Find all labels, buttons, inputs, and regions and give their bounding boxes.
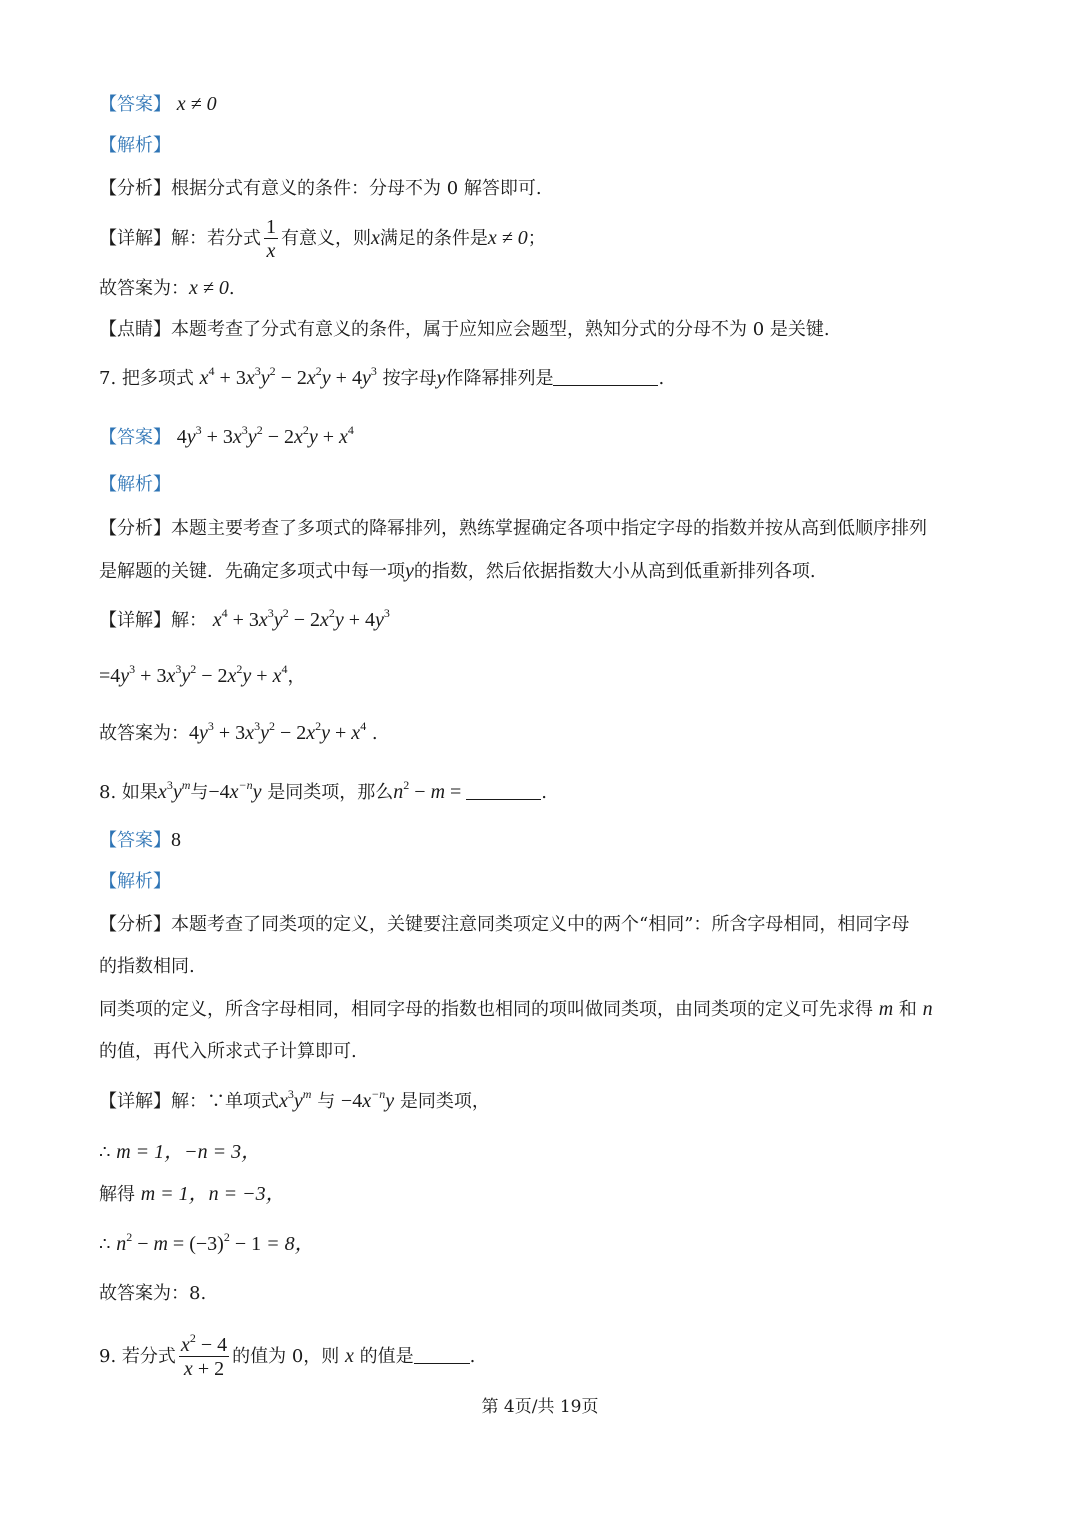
- q7-stem-b: 按字母: [382, 368, 437, 389]
- q8-xj-term-1: $x^3y^m$: [279, 1087, 312, 1112]
- q7-xiangjie-poly: $x^4 + 3x^3y^2 - 2x^2y + 4y^3$: [212, 606, 390, 631]
- q8-fenxi-2: 的指数相同.: [99, 956, 195, 977]
- q7-fenxi-1: [99, 516, 927, 542]
- q8-number: 8.: [99, 782, 117, 803]
- dianjing-tag: 【点睛】: [99, 319, 171, 340]
- q7-step: [99, 663, 305, 690]
- q6-dianjing-text: 本题考查了分式有意义的条件，属于应知应会题型，熟知分式的分母不为 0 是关键.: [171, 319, 830, 340]
- q7-gudaan: [99, 720, 378, 747]
- q8-xiangjie-b: 与: [317, 1091, 336, 1112]
- q7-xiangjie-text: 解：: [171, 610, 207, 631]
- q9-stem-a: 若分式: [121, 1346, 176, 1367]
- q8-blank: [466, 781, 541, 800]
- q8-step2-text: m = 1，n = −3，: [140, 1183, 286, 1205]
- q8-step2: [99, 1181, 286, 1208]
- q8-stem: 8. 如果$x^3y^m$与$-4x^{-n}y$ 是同类项，那么$n^2 - m$ = .: [99, 778, 548, 803]
- q6-fenxi-text: 根据分式有意义的条件：分母不为 0 解答即可.: [171, 178, 542, 199]
- q7-end-period: .: [371, 723, 378, 744]
- q8-analysis-tag: 【解析】: [99, 871, 171, 892]
- fenxi-tag: 【分析】: [99, 914, 171, 935]
- q7-stem-var: y: [436, 367, 446, 389]
- q8-fenxi-m: m: [878, 998, 894, 1020]
- q8-expr: $n^2 - m$ =: [393, 778, 467, 803]
- q8-fenxi-3: [99, 996, 933, 1023]
- q8-step1: [99, 1139, 261, 1166]
- q9-stem: [99, 1330, 475, 1383]
- q8-xiangjie-c: 是同类项，: [399, 1091, 490, 1112]
- q8-xiangjie-a: 解：∵单项式: [171, 1091, 279, 1112]
- q9-stem-b: 的值为 0，则: [232, 1346, 340, 1367]
- q7-answer-line: [99, 424, 354, 451]
- q7-period: .: [658, 368, 665, 389]
- q8-step3-expr: $n^2 - m = (-3)^2 - 1$: [116, 1230, 267, 1255]
- q8-term-1: $x^3y^m$: [157, 778, 191, 803]
- q7-fenxi-2b: 的指数，然后依据指数大小从高到低重新排列各项.: [413, 561, 816, 582]
- q7-polynomial: $x^4 + 3x^3y^2 - 2x^2y + 4y^3$: [199, 364, 377, 389]
- q9-frac-den: x + 2: [179, 1356, 229, 1381]
- q8-answer-line: [99, 827, 181, 854]
- xiangjie-tag: 【详解】: [99, 228, 171, 249]
- q8-xj-term-2: $-4x^{-n}y$: [340, 1087, 395, 1112]
- q7-step-poly: $4y^3 + 3x^3y^2 - 2x^2y + x^4$: [110, 662, 288, 687]
- q8-fenxi-text-3: 同类项的定义，所含字母相同，相同字母的指数也相同的项叫做同类项，由同类项的定义可先求得: [99, 999, 873, 1020]
- q8-fenxi-he: 和: [898, 999, 917, 1020]
- q7-gudaan-poly: $4y^3 + 3x^3y^2 - 2x^2y + x^4$: [189, 719, 367, 744]
- q8-stem-c: 是同类项，那么: [267, 782, 394, 803]
- q9-stem-c: 的值是: [359, 1346, 414, 1367]
- q9-frac-num: $x^2 - 4$: [180, 1330, 228, 1356]
- q8-answer: 8: [171, 829, 181, 851]
- xiangjie-tag: 【详解】: [99, 1091, 171, 1112]
- q7-blank: [553, 367, 658, 386]
- q7-fenxi-var: y: [405, 560, 414, 582]
- q6-frac-den: x: [264, 238, 278, 263]
- q6-xiangjie-b: 有意义，则: [281, 228, 371, 249]
- q9-period: .: [469, 1346, 476, 1367]
- q7-comma: ，: [287, 666, 306, 687]
- q9-fraction: [179, 1330, 229, 1381]
- q8-step3: [99, 1231, 315, 1258]
- fenxi-tag: 【分析】: [99, 518, 171, 539]
- q7-stem: [99, 365, 664, 392]
- q6-fraction: [264, 216, 278, 263]
- fenxi-tag: 【分析】: [99, 178, 171, 199]
- q8-stem-b: 与: [190, 782, 209, 803]
- q8-gudaan-value: 8.: [189, 1283, 207, 1304]
- xiangjie-tag: 【详解】: [99, 610, 171, 631]
- q6-analysis-tag: 【解析】: [99, 135, 171, 156]
- q8-step1-text: m = 1，−n = 3，: [116, 1141, 262, 1163]
- q7-stem-c: 作降幂排列是: [445, 368, 554, 389]
- q6-frac-num: 1: [266, 215, 276, 238]
- q6-dianjing: [99, 317, 830, 343]
- q8-fenxi-1: [99, 912, 909, 938]
- q6-xiangjie-c: 满足的条件是: [379, 228, 488, 249]
- q8-fenxi-4: 的值，再代入所求式子计算即可.: [99, 1041, 357, 1062]
- q6-answer: x ≠ 0: [176, 93, 217, 115]
- q8-jiede: 解得: [99, 1184, 135, 1205]
- q6-xiangjie-a: 解：若分式: [171, 228, 261, 249]
- q6-cond: x ≠ 0: [487, 227, 528, 249]
- q9-blank: [414, 1345, 470, 1364]
- q6-gudaan: 故答案为：x ≠ 0.: [99, 277, 235, 299]
- q8-term-2: $-4x^{-n}y$: [208, 778, 262, 803]
- q6-fenxi: [99, 176, 542, 202]
- q9-number: 9.: [99, 1346, 117, 1367]
- q6-var: x: [371, 227, 380, 249]
- answer-tag: 【答案】: [99, 427, 171, 448]
- gudaan-label: 故答案为：: [99, 1283, 189, 1304]
- q7-fenxi-text-1: 本题主要考查了多项式的降幂排列，熟练掌握确定各项中指定字母的指数并按从高到低顺序排列: [171, 518, 927, 539]
- q7-stem-a: 把多项式: [121, 368, 194, 389]
- therefore-symbol: ∴: [99, 1234, 111, 1255]
- q8-xiangjie: [99, 1088, 490, 1115]
- q8-fenxi-text-1: 本题考查了同类项的定义，关键要注意同类项定义中的两个“相同”：所含字母相同，相同字母: [171, 914, 910, 935]
- q7-analysis-tag: 【解析】: [99, 474, 171, 495]
- q6-answer-line: [99, 91, 217, 118]
- q7-number: 7.: [99, 368, 117, 389]
- q8-fenxi-n: n: [922, 998, 933, 1020]
- q7-xiangjie: [99, 607, 390, 634]
- gudaan-label: 故答案为：: [99, 723, 189, 744]
- q7-fenxi-2a: 是解题的关键．先确定多项式中每一项: [99, 561, 405, 582]
- q6-xiangjie-end: ；: [527, 228, 546, 249]
- answer-tag: 【答案】: [99, 94, 171, 115]
- q7-eq-sign: =: [99, 665, 111, 687]
- q6-xiangjie: [99, 214, 546, 263]
- q6-gudaan-math: x ≠ 0: [189, 277, 229, 299]
- q8-gudaan: [99, 1281, 206, 1307]
- q8-stem-a: 如果: [121, 782, 158, 803]
- page-footer: 第 4页/共 19页: [481, 1397, 599, 1417]
- q7-fenxi-2: [99, 558, 816, 585]
- answer-tag: 【答案】: [99, 830, 171, 851]
- q7-answer: $4y^3 + 3x^3y^2 - 2x^2y + x^4$: [176, 423, 354, 448]
- q9-var: x: [345, 1345, 354, 1367]
- q8-step3-tail: = 8，: [266, 1233, 315, 1255]
- therefore-symbol: ∴: [99, 1142, 111, 1163]
- gudaan-label: 故答案为：: [99, 278, 189, 299]
